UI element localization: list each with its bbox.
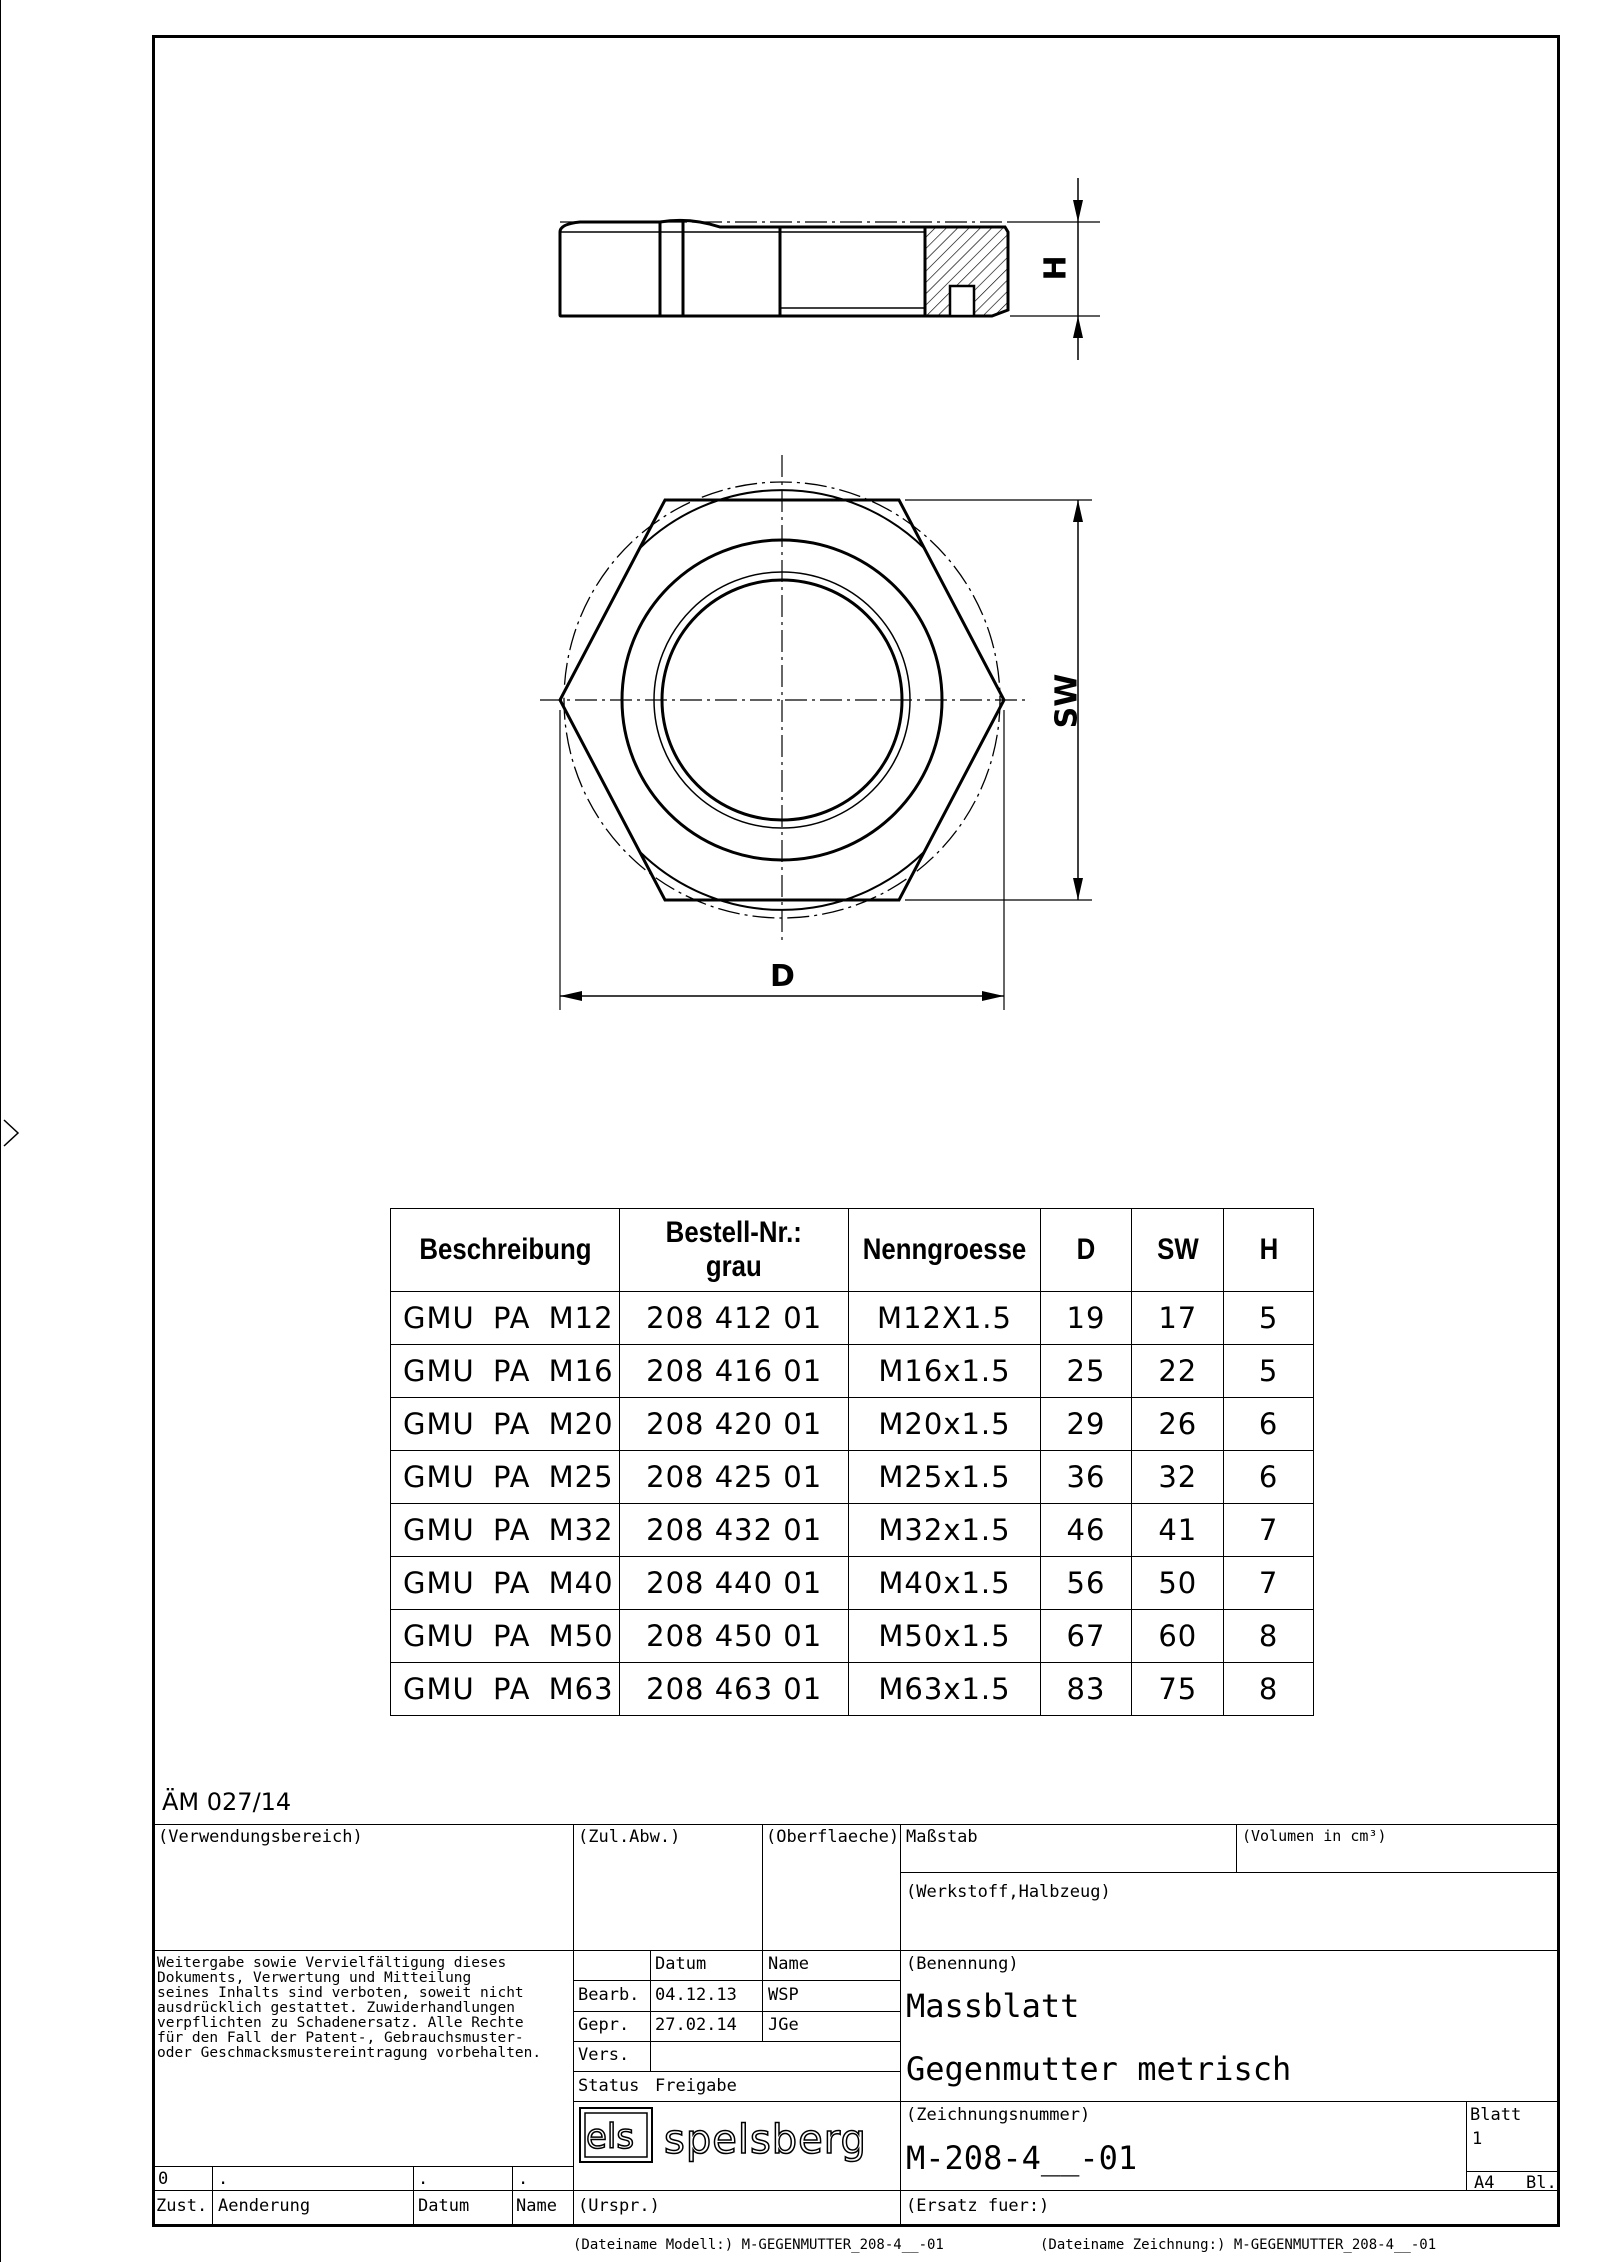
sheet-value: 1	[1472, 2129, 1483, 2149]
cell-d-value: 56	[1040, 1557, 1132, 1610]
cell-sw-value: 75	[1132, 1663, 1224, 1716]
change-note: ÄM 027/14	[162, 1788, 292, 1816]
revision-date-dot: .	[418, 2169, 429, 2189]
cell-order-number: 208 432 01	[619, 1504, 849, 1557]
cell-nominal-size: M12X1.5	[849, 1292, 1040, 1345]
cell-sw-value: 32	[1132, 1451, 1224, 1504]
gepr-name: JGe	[768, 2015, 799, 2035]
cell-d-value: 46	[1040, 1504, 1132, 1557]
cell-nominal-size: M16x1.5	[849, 1345, 1040, 1398]
model-filename: (Dateiname Modell:) M-GEGENMUTTER_208-4__-01	[573, 2237, 944, 2253]
order-number-color: grau	[706, 1250, 763, 1283]
cell-description: GMU PA M50	[391, 1610, 620, 1663]
table-row	[391, 1345, 1314, 1398]
name-label: Name	[516, 2196, 557, 2216]
table-row	[391, 1663, 1314, 1716]
dim-label-sw: SW	[1049, 673, 1085, 729]
fold-mark	[2, 1118, 22, 1148]
table-header-row	[391, 1209, 1314, 1292]
revision-name-dot: .	[518, 2169, 529, 2189]
dim-label-h: H	[1038, 255, 1074, 281]
bearb-name: WSP	[768, 1985, 799, 2005]
cell-d-value: 25	[1040, 1345, 1132, 1398]
sheet-unit: Bl.	[1526, 2173, 1557, 2193]
cell-nominal-size: M50x1.5	[849, 1610, 1040, 1663]
cell-sw-value: 50	[1132, 1557, 1224, 1610]
cell-description: GMU PA M16	[391, 1345, 620, 1398]
cell-sw-value: 41	[1132, 1504, 1224, 1557]
cell-description: GMU PA M40	[391, 1557, 620, 1610]
gepr-date: 27.02.14	[655, 2015, 737, 2035]
cell-nominal-size: M40x1.5	[849, 1557, 1040, 1610]
cell-h-value: 5	[1224, 1292, 1314, 1345]
cell-description: GMU PA M20	[391, 1398, 620, 1451]
col-header-d: D	[1046, 1209, 1125, 1292]
cell-sw-value: 26	[1132, 1398, 1224, 1451]
col-header-order-number	[635, 1209, 832, 1292]
replaces-label: (Ersatz fuer:)	[906, 2196, 1050, 2216]
cell-order-number: 208 463 01	[619, 1663, 849, 1716]
cell-description: GMU PA M32	[391, 1504, 620, 1557]
cell-h-value: 6	[1224, 1451, 1314, 1504]
cell-sw-value: 22	[1132, 1345, 1224, 1398]
cell-d-value: 19	[1040, 1292, 1132, 1345]
usage-area-label: (Verwendungsbereich)	[158, 1827, 363, 1847]
date-label: Datum	[418, 2196, 470, 2216]
cell-d-value: 67	[1040, 1610, 1132, 1663]
col-header-nominal-size: Nenngroesse	[862, 1209, 1026, 1292]
status-value: Freigabe	[655, 2076, 737, 2096]
material-label: (Werkstoff,Halbzeug)	[906, 1882, 1111, 1902]
copyright-notice: Weitergabe sowie Vervielfältigung dieses Dokuments, Verwertung und Mitteilung seines Inhalts sind verboten, soweit nicht ausdrücklich gestattet. Zuwiderhandlungen verpflichten zu Schadenersatz. Alle Rechte für den Fall der Patent-, Gebrauchsmuster- oder Geschmacksmustereintragung vorbehalten.	[157, 1955, 542, 2061]
table-row	[391, 1451, 1314, 1504]
revision-index: 0	[158, 2169, 169, 2189]
col-header-description: Beschreibung	[407, 1209, 604, 1292]
table-row	[391, 1557, 1314, 1610]
cell-order-number: 208 420 01	[619, 1398, 849, 1451]
cell-description: GMU PA M12	[391, 1292, 620, 1345]
drawing-title-2: Gegenmutter metrisch	[906, 2050, 1292, 2088]
spelsberg-logo-text: spelsberg	[664, 2117, 867, 2163]
cell-d-value: 36	[1040, 1451, 1132, 1504]
drawing-title-1: Massblatt	[906, 1987, 1080, 2025]
cell-h-value: 7	[1224, 1557, 1314, 1610]
designation-label: (Benennung)	[906, 1954, 1019, 1974]
dimension-table	[390, 1208, 1314, 1716]
table-row	[391, 1610, 1314, 1663]
sheet-label: Blatt	[1470, 2105, 1522, 2125]
cell-sw-value: 60	[1132, 1610, 1224, 1663]
dim-label-d: D	[770, 959, 795, 994]
tolerance-label: (Zul.Abw.)	[578, 1827, 681, 1847]
cell-d-value: 83	[1040, 1663, 1132, 1716]
status-label: Status	[578, 2076, 640, 2096]
col-header-sw: SW	[1138, 1209, 1217, 1292]
col-header-h: H	[1230, 1209, 1307, 1292]
bearb-date: 04.12.13	[655, 1985, 737, 2005]
drawing-number-label: (Zeichnungsnummer)	[906, 2105, 1091, 2125]
top-view-drawing	[540, 440, 1120, 1020]
cell-order-number: 208 416 01	[619, 1345, 849, 1398]
cell-order-number: 208 425 01	[619, 1451, 849, 1504]
cell-order-number: 208 450 01	[619, 1610, 849, 1663]
cell-h-value: 6	[1224, 1398, 1314, 1451]
drawing-filename: (Dateiname Zeichnung:) M-GEGENMUTTER_208-4__-01	[1040, 2237, 1437, 2253]
cell-description: GMU PA M63	[391, 1663, 620, 1716]
cell-h-value: 5	[1224, 1345, 1314, 1398]
cell-description: GMU PA M25	[391, 1451, 620, 1504]
els-logo-text: els	[586, 2117, 635, 2157]
table-row	[391, 1398, 1314, 1451]
scale-label: Maßstab	[906, 1827, 978, 1847]
revision-change-dot: .	[218, 2169, 229, 2189]
cell-sw-value: 17	[1132, 1292, 1224, 1345]
surface-label: (Oberflaeche)	[766, 1827, 900, 1847]
col-datum-label: Datum	[655, 1954, 707, 1974]
cell-h-value: 8	[1224, 1610, 1314, 1663]
state-label: Zust.	[156, 2196, 208, 2216]
table-row	[391, 1504, 1314, 1557]
cell-nominal-size: M63x1.5	[849, 1663, 1040, 1716]
cell-nominal-size: M32x1.5	[849, 1504, 1040, 1557]
col-name-label: Name	[768, 1954, 809, 1974]
drawing-number: M-208-4__-01	[906, 2139, 1138, 2177]
paper-format: A4	[1474, 2173, 1495, 2193]
gepr-label: Gepr.	[578, 2015, 630, 2035]
side-view-drawing	[540, 170, 1120, 370]
table-row	[391, 1292, 1314, 1345]
origin-label: (Urspr.)	[578, 2196, 660, 2216]
order-number-label: Bestell-Nr.:	[666, 1215, 803, 1249]
cell-h-value: 7	[1224, 1504, 1314, 1557]
vers-label: Vers.	[578, 2045, 630, 2065]
cell-order-number: 208 412 01	[619, 1292, 849, 1345]
cell-d-value: 29	[1040, 1398, 1132, 1451]
cell-nominal-size: M25x1.5	[849, 1451, 1040, 1504]
cell-h-value: 8	[1224, 1663, 1314, 1716]
bearb-label: Bearb.	[578, 1985, 640, 2005]
change-label: Aenderung	[218, 2196, 311, 2216]
volume-label: (Volumen in cm³)	[1242, 1827, 1387, 1845]
cell-nominal-size: M20x1.5	[849, 1398, 1040, 1451]
cell-order-number: 208 440 01	[619, 1557, 849, 1610]
sheet-left-edge	[0, 0, 1, 2262]
